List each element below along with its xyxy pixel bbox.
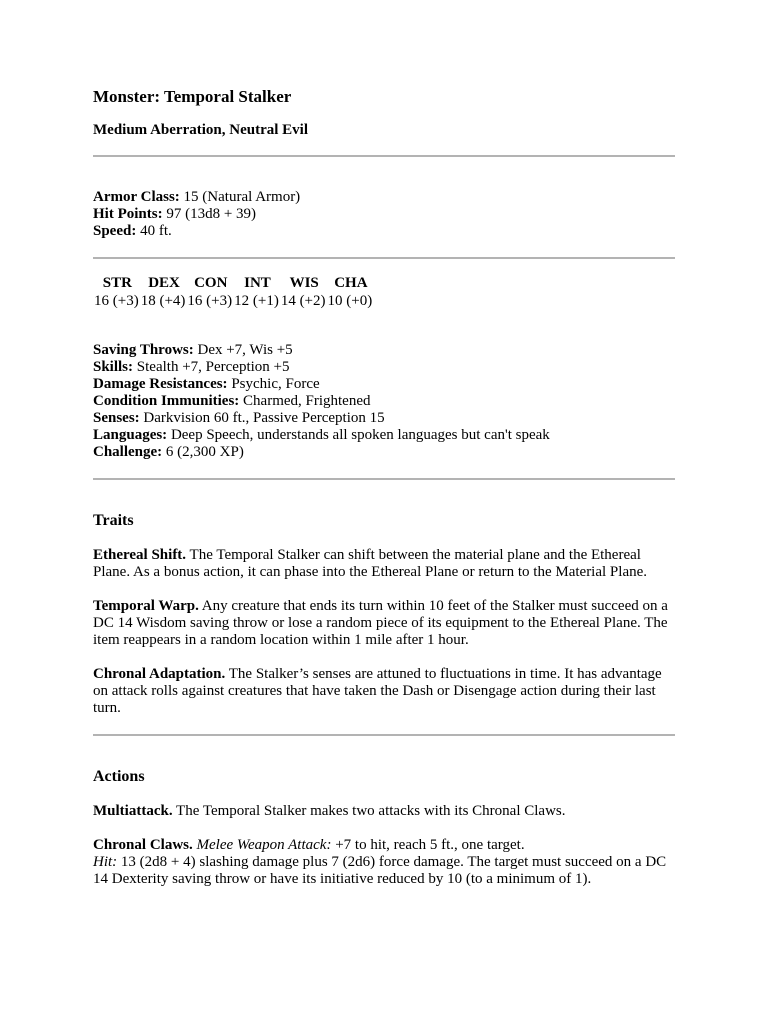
- ability-header: DEX: [148, 275, 180, 291]
- divider: [93, 478, 675, 480]
- attack-type: Melee Weapon Attack:: [192, 837, 332, 853]
- divider: [93, 734, 675, 736]
- ability-header: STR: [102, 275, 132, 291]
- trait-name: Ethereal Shift.: [93, 547, 187, 563]
- actions-section: [93, 767, 675, 888]
- action-paragraph: [93, 803, 675, 820]
- action-paragraph: [93, 837, 675, 888]
- trait-name: Chronal Adaptation.: [93, 666, 226, 682]
- action-name: Chronal Claws.: [93, 837, 193, 853]
- traits-section: [93, 511, 675, 717]
- action-text: The Temporal Stalker makes two attacks with its Chronal Claws.: [172, 803, 566, 819]
- senses-label: Senses:: [93, 410, 140, 426]
- saving-throws-value: Dex +7, Wis +5: [193, 342, 293, 358]
- action-name: Multiattack.: [93, 803, 173, 819]
- divider: [93, 257, 675, 259]
- condition-immunities-value: Charmed, Frightened: [239, 393, 371, 409]
- ability-header: CHA: [334, 275, 368, 291]
- armor-class-value: 15 (Natural Armor): [179, 189, 301, 205]
- senses-line: [93, 410, 675, 427]
- speed-line: [93, 223, 675, 240]
- hit-points-value: 97 (13d8 + 39): [162, 206, 257, 222]
- speed-value: 40 ft.: [136, 223, 172, 239]
- trait-text: Any creature that ends its turn within 10 feet of the Stalker must succeed on a DC 14 Wisdom saving throw or lose a random piece of its equipment to the Ethereal Plane. The item reappears in a random location within 1 mile after 1 hour.: [93, 598, 668, 648]
- ability-header-row: [94, 274, 374, 292]
- trait-paragraph: [93, 666, 675, 717]
- condition-immunities-line: [93, 393, 675, 410]
- creature-type: Medium Aberration, Neutral Evil: [93, 122, 308, 138]
- divider: [93, 155, 675, 157]
- damage-resistances-line: [93, 376, 675, 393]
- speed-label: Speed:: [93, 223, 137, 239]
- ability-value: 16 (+3): [94, 293, 139, 309]
- page-title: Monster: Temporal Stalker: [93, 87, 292, 106]
- damage-resistances-value: Psychic, Force: [227, 376, 320, 392]
- skills-line: [93, 359, 675, 376]
- detail-stats: [93, 342, 675, 461]
- ability-header: WIS: [289, 275, 319, 291]
- challenge-line: [93, 444, 675, 461]
- trait-paragraph: [93, 547, 675, 581]
- ability-header: INT: [244, 275, 271, 291]
- saving-throws-label: Saving Throws:: [93, 342, 194, 358]
- hit-label: Hit:: [93, 854, 118, 870]
- traits-heading: Traits: [93, 512, 134, 529]
- ability-value: 10 (+0): [327, 293, 373, 309]
- challenge-label: Challenge:: [93, 444, 163, 460]
- ability-scores-table: [94, 274, 374, 310]
- basic-stats: [93, 189, 675, 240]
- saving-throws-line: [93, 342, 675, 359]
- armor-class-label: Armor Class:: [93, 189, 180, 205]
- languages-label: Languages:: [93, 427, 168, 443]
- languages-line: [93, 427, 675, 444]
- stat-block: [93, 86, 675, 888]
- senses-value: Darkvision 60 ft., Passive Perception 15: [139, 410, 385, 426]
- trait-name: Temporal Warp.: [93, 598, 199, 614]
- skills-value: Stealth +7, Perception +5: [133, 359, 290, 375]
- ability-value: 18 (+4): [140, 293, 186, 309]
- armor-class-line: [93, 189, 675, 206]
- hit-text: 13 (2d8 + 4) slashing damage plus 7 (2d6) force damage. The target must succeed on a DC 14 Dexterity saving throw or have its initiative reduced by 10 (to a minimum of 1).: [93, 854, 667, 887]
- ability-value: 16 (+3): [187, 293, 233, 309]
- trait-text: The Temporal Stalker can shift between the material plane and the Ethereal Plane. As a bonus action, it can phase into the Ethereal Plane or return to the Material Plane.: [93, 547, 648, 580]
- ability-value-row: [94, 292, 374, 310]
- condition-immunities-label: Condition Immunities:: [93, 393, 240, 409]
- ability-header: CON: [194, 275, 228, 291]
- attack-text: +7 to hit, reach 5 ft., one target.: [331, 837, 525, 853]
- ability-value: 14 (+2): [280, 293, 326, 309]
- hit-points-label: Hit Points:: [93, 206, 163, 222]
- challenge-value: 6 (2,300 XP): [162, 444, 244, 460]
- languages-value: Deep Speech, understands all spoken languages but can't speak: [167, 427, 550, 443]
- ability-value: 12 (+1): [234, 293, 279, 309]
- actions-heading: Actions: [93, 768, 145, 785]
- trait-paragraph: [93, 598, 675, 649]
- damage-resistances-label: Damage Resistances:: [93, 376, 228, 392]
- hit-points-line: [93, 206, 675, 223]
- skills-label: Skills:: [93, 359, 134, 375]
- trait-text: The Stalker’s senses are attuned to fluctuations in time. It has advantage on attack rolls against creatures that have taken the Dash or Disengage action during their last turn.: [93, 666, 662, 716]
